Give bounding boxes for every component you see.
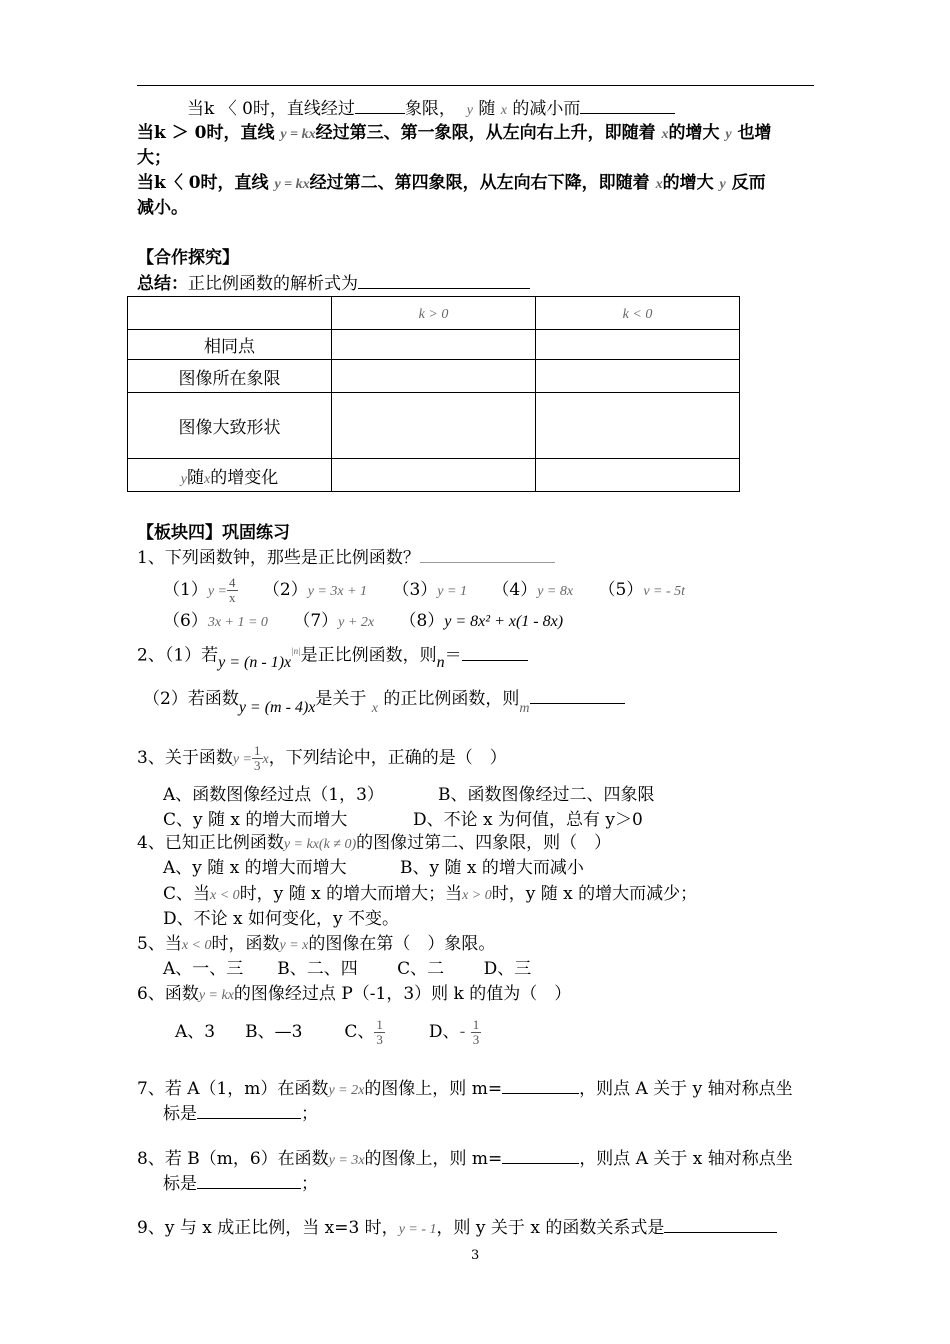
text: 当k〈 0时，直线 — [137, 173, 269, 193]
equation: y = (m - 4)x — [238, 699, 316, 716]
table-row — [128, 459, 740, 492]
exponent: |n| — [291, 646, 301, 656]
question-3-stem — [137, 744, 507, 773]
row-label — [128, 459, 332, 492]
text: 5、当 — [137, 934, 182, 954]
question-5-options: A、一、三 B、二、四 C、二 D、三 — [163, 959, 532, 979]
equation: y = - 1 — [398, 1222, 437, 1237]
var-x: x — [661, 127, 669, 142]
table-cell[interactable] — [536, 360, 740, 393]
text: 当k ＞ 0时，直线 — [137, 123, 275, 143]
equation: y = 1 — [437, 584, 467, 599]
question-1-options-row1 — [163, 574, 685, 608]
text: ，则点 A 关于 y 轴对称点坐 — [579, 1079, 793, 1099]
table-cell[interactable] — [332, 393, 536, 459]
text: 时，y 随 x 的增大而减少； — [491, 884, 698, 904]
option-label: （4） — [492, 580, 538, 600]
fraction: $\frac{4}{x}$ — [229, 575, 236, 605]
text: 反而 — [731, 173, 766, 193]
question-1-options-row2 — [163, 610, 563, 634]
table-cell — [128, 297, 332, 330]
summary-text: 正比例函数的解析式为 — [188, 274, 358, 294]
text: 2、（1）若 — [137, 645, 219, 666]
page-number: 3 — [471, 1248, 480, 1263]
question-9 — [137, 1216, 777, 1241]
question-7-line1 — [137, 1077, 793, 1102]
text: 的图像过第二、四象限，则（ ） — [356, 833, 612, 853]
table-cell[interactable] — [332, 330, 536, 360]
var-y: y — [180, 471, 187, 487]
equation: y = x — [279, 938, 309, 953]
option-label: （6） — [163, 611, 208, 631]
fraction: $\frac{1}{3}$ — [376, 1017, 383, 1047]
var-y: y — [719, 177, 726, 192]
equation: y = kx — [274, 177, 310, 192]
var-x: x — [655, 177, 663, 192]
text: 是正比例函数，则 — [300, 645, 437, 666]
text: 的图像经过点 P（-1，3）则 k 的值为（ ） — [233, 984, 572, 1004]
table-header-k-positive — [332, 297, 536, 330]
rule-k-negative-cont: 减小。 — [137, 198, 188, 218]
option-a: A、3 — [175, 1022, 216, 1042]
row-label: 相同点 — [128, 330, 332, 360]
fraction: $\frac{1}{3}$ — [472, 1017, 480, 1047]
table-header-row — [128, 297, 740, 330]
blank-m[interactable] — [530, 687, 625, 704]
var-n: n — [436, 653, 445, 671]
text: 9、y 与 x 成正比例，当 x=3 时， — [137, 1218, 399, 1238]
rule-k-negative — [137, 172, 766, 196]
equation: x < 0 — [181, 938, 212, 953]
rule-k-positive — [137, 122, 772, 146]
text: ； — [301, 1104, 318, 1124]
equation: y = 8x² + x(1 - 8x) — [444, 613, 564, 630]
text: 3、关于函数 — [137, 748, 233, 768]
table-row — [128, 393, 740, 459]
equation: y = (n - 1)x — [218, 653, 292, 671]
equation: y + 2x — [338, 615, 375, 630]
blank-m[interactable] — [502, 1147, 579, 1164]
equation: y = kx — [280, 127, 316, 142]
equation: v = - 5t — [643, 584, 686, 599]
equation: y = — [207, 584, 227, 599]
option-b: B、—3 — [245, 1022, 303, 1042]
var-x: x — [500, 103, 507, 118]
table-cell[interactable] — [536, 393, 740, 459]
equation: y = — [232, 752, 252, 767]
option-label: （5） — [598, 580, 644, 600]
question-3-option-b: B、函数图像经过二、四象限 — [438, 785, 655, 805]
row-label: 图像大致形状 — [128, 393, 332, 459]
option-label: （8） — [399, 611, 445, 631]
text: ，则 y 关于 x 的函数关系式是 — [436, 1218, 665, 1238]
var-y: y — [466, 103, 473, 118]
text: 8、若 B（m，6）在函数 — [137, 1149, 329, 1169]
question-4-option-c — [163, 883, 697, 907]
question-8-line2 — [163, 1172, 318, 1195]
text: C、当 — [163, 884, 211, 904]
equation: x > 0 — [462, 888, 492, 903]
table-cell[interactable] — [332, 459, 536, 492]
blank-point[interactable] — [197, 1172, 301, 1189]
question-2-part2 — [143, 687, 625, 716]
question-7-line2 — [163, 1102, 318, 1125]
fraction: $\frac{1}{3}$ — [254, 743, 261, 773]
blank-point[interactable] — [197, 1102, 301, 1119]
equation: y = kx — [198, 988, 234, 1003]
text: 的减小而 — [512, 99, 581, 119]
text: 的图像在第（ ）象限。 — [308, 934, 496, 954]
text: 象限， — [404, 99, 456, 119]
option-d: D、 — [428, 1022, 460, 1042]
text: 6、函数 — [137, 984, 199, 1004]
text: 的增大 — [668, 123, 720, 143]
text: 也增 — [737, 123, 772, 143]
equation: 3x + 1 = 0 — [207, 615, 268, 630]
option-c: C、 — [344, 1022, 375, 1042]
question-6-stem — [137, 983, 571, 1007]
summary-line — [137, 272, 530, 295]
text: ； — [301, 1174, 318, 1194]
question-4-option-b: B、y 随 x 的增大而减小 — [400, 858, 584, 878]
table-cell[interactable] — [332, 360, 536, 393]
equation: y = 3x + 1 — [307, 584, 368, 599]
question-4-option-a: A、y 随 x 的增大而增大 — [163, 858, 347, 878]
minus-sign: - — [459, 1022, 466, 1042]
table-row — [128, 360, 740, 393]
text: 1、下列函数钟，那些是正比例函数？ — [137, 548, 420, 568]
question-1-stem — [137, 546, 555, 569]
table-cell[interactable] — [536, 459, 740, 492]
text: 时，函数 — [211, 934, 280, 954]
text: 随 — [478, 99, 496, 119]
k-negative-fill-line — [187, 97, 675, 122]
equation: x < 0 — [210, 888, 240, 903]
question-4-option-d: D、不论 x 如何变化，y 不变。 — [163, 909, 400, 929]
rule-k-positive-cont: 大； — [137, 148, 171, 168]
blank-trend[interactable] — [580, 97, 675, 114]
table-cell[interactable] — [536, 330, 740, 360]
var-x: x — [371, 701, 378, 716]
option-label: （7） — [293, 611, 339, 631]
question-8-line1 — [137, 1147, 793, 1172]
question-5-stem — [137, 933, 495, 957]
text: 的图像上，则 m= — [364, 1079, 503, 1099]
text: ，下列结论中，正确的是（ ） — [268, 748, 507, 768]
section-heading-coop: 【合作探究】 — [137, 248, 239, 268]
question-6-options — [175, 1012, 481, 1052]
option-label: （1） — [163, 580, 208, 600]
text: 当k 〈 0时，直线经过 — [187, 99, 355, 119]
section-heading-block4: 【板块四】巩固练习 — [137, 523, 290, 543]
equation: x — [262, 752, 269, 767]
text: 随 — [187, 467, 204, 488]
text: 的增大 — [662, 173, 714, 193]
header-rule — [137, 85, 814, 86]
text: 7、若 A（1，m）在函数 — [137, 1079, 329, 1099]
var-y: y — [725, 127, 732, 142]
header-text: k > 0 — [418, 307, 449, 322]
text: 的图像上，则 m= — [364, 1149, 503, 1169]
text: 时，y 随 x 的增大而增大；当 — [239, 884, 463, 904]
blank-answer[interactable] — [420, 546, 555, 563]
option-label: （3） — [392, 580, 438, 600]
blank-formula[interactable] — [358, 272, 530, 289]
text: 经过第二、第四象限，从左向右下降，即随着 — [309, 173, 650, 193]
text: 标是 — [163, 1174, 197, 1194]
text: 经过第三、第一象限，从左向右上升，即随着 — [315, 123, 656, 143]
equation: y = 2x — [328, 1083, 365, 1098]
text: （2）若函数 — [143, 689, 239, 709]
var-x: x — [204, 471, 211, 487]
text: 4、已知正比例函数 — [137, 833, 284, 853]
question-3-option-a: A、函数图像经过点（1，3） — [163, 785, 384, 805]
text: ＝ — [444, 645, 462, 666]
equation: y = kx(k ≠ 0) — [283, 837, 357, 852]
text: 是关于 — [315, 689, 367, 709]
summary-table — [127, 296, 740, 492]
text: 的正比例函数，则 — [383, 689, 520, 709]
equation: y = 3x — [328, 1153, 365, 1168]
text: 的增变化 — [210, 467, 279, 488]
var-m: m — [519, 701, 530, 716]
text: 标是 — [163, 1104, 197, 1124]
summary-label: 总结： — [137, 274, 188, 294]
question-3-option-c: C、y 随 x 的增大而增大 — [163, 810, 348, 830]
blank-function[interactable] — [664, 1216, 777, 1233]
header-text: k < 0 — [622, 307, 653, 322]
text: ，则点 A 关于 x 轴对称点坐 — [579, 1149, 793, 1169]
blank-quadrant[interactable] — [355, 97, 405, 114]
table-header-k-negative — [536, 297, 740, 330]
blank-n[interactable] — [462, 644, 528, 661]
blank-m[interactable] — [502, 1077, 579, 1094]
question-4-stem — [137, 832, 611, 856]
row-label: 图像所在象限 — [128, 360, 332, 393]
question-3-option-d: D、不论 x 为何值，总有 y＞0 — [413, 810, 643, 830]
equation: y = 8x — [537, 584, 574, 599]
question-2-part1 — [137, 640, 528, 671]
option-label: （2） — [262, 580, 308, 600]
table-row — [128, 330, 740, 360]
